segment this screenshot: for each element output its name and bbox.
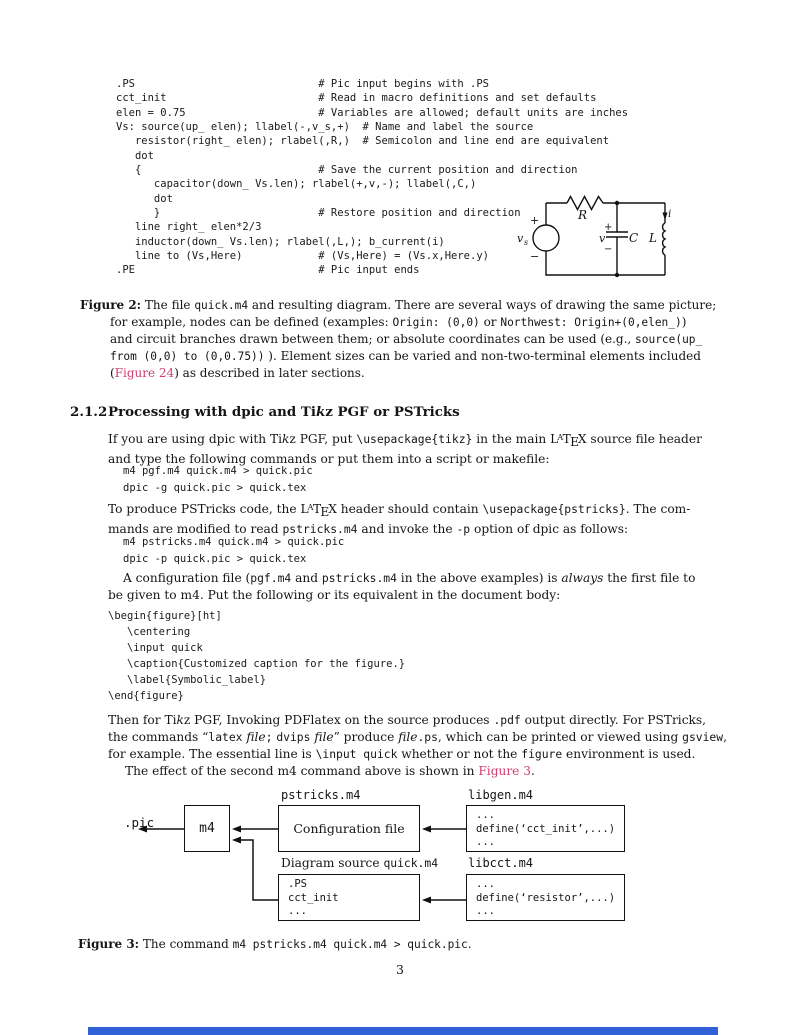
- libgen-title: libgen.m4: [468, 788, 534, 802]
- quick-source-box: [278, 874, 420, 921]
- diagram-source-title-text: Diagram source: [281, 856, 384, 870]
- text-segment: ) as described in later sections.: [174, 366, 365, 380]
- text-segment: for example, nodes can be defined (examples:: [110, 315, 393, 329]
- code-line: \caption{Customized caption for the figure.}: [108, 658, 406, 670]
- code-line: \centering: [108, 626, 191, 638]
- text-segment: ;: [265, 730, 273, 744]
- code-line: cct_init # Read in macro definitions and set defaults: [116, 92, 597, 105]
- text-segment: The file: [141, 298, 195, 312]
- text-segment: Northwest: Origin+(0,elen_): [500, 316, 682, 329]
- text-segment: and circuit branches drawn between them; or absolute coordinates can be used (e.g.,: [110, 332, 636, 346]
- text-segment: .: [531, 764, 535, 778]
- latex-logo: [300, 502, 337, 519]
- code-line: dpic -g quick.pic > quick.tex: [123, 482, 307, 494]
- text-segment: and invoke the: [357, 521, 457, 536]
- caption-line: [78, 936, 472, 953]
- code-line: ...: [288, 905, 307, 917]
- paragraph: [108, 712, 727, 780]
- paragraph: [108, 570, 695, 604]
- code-line: dot: [116, 149, 154, 162]
- code-line: dot: [116, 192, 173, 205]
- section-number: 2.1.2: [70, 404, 108, 420]
- text-segment: If you are using dpic with Ti: [108, 432, 283, 447]
- code-line: .PS # Pic input begins with .PS: [116, 78, 489, 90]
- libcct-content: [467, 875, 624, 919]
- section-heading: [70, 404, 460, 420]
- m4-box-label: m4: [199, 821, 215, 836]
- code-line: \end{figure}: [108, 690, 184, 702]
- inductor-label: L: [649, 231, 657, 245]
- paragraph: [108, 499, 690, 538]
- configuration-file-box: [278, 805, 420, 852]
- cap-v-label: v: [599, 232, 606, 245]
- paragraph: [108, 429, 702, 468]
- latex-logo: [550, 432, 587, 449]
- cross-reference-link[interactable]: Figure 24: [114, 366, 175, 380]
- body-line: [108, 587, 695, 604]
- text-segment: in the above examples) is: [396, 571, 562, 585]
- m4-box: [184, 805, 230, 852]
- code-line: line right_ elen*2/3: [116, 221, 262, 234]
- code-line: ...: [476, 836, 495, 848]
- code-line: elen = 0.75 # Variables are allowed; default units are inches: [116, 106, 629, 119]
- body-line: [108, 763, 727, 780]
- text-segment: file: [246, 730, 266, 744]
- pstricks-commands-listing: [123, 534, 344, 568]
- text-segment: . The com-: [625, 502, 691, 517]
- latex-logo-letter: E: [320, 504, 330, 519]
- text-segment: .pdf: [493, 713, 521, 727]
- latex-logo-letter: A: [307, 502, 314, 512]
- text-segment: option of dpic as follows:: [470, 521, 629, 536]
- current-label: i: [668, 208, 672, 220]
- caption-line: [110, 314, 716, 331]
- code-line: \label{Symbolic_label}: [108, 674, 267, 686]
- section-title: [108, 404, 460, 420]
- text-segment: pgf.m4: [250, 571, 292, 585]
- figure-environment-listing: [108, 608, 405, 704]
- code-line: define(‘cct_init’,...): [476, 822, 616, 835]
- body-line: [108, 746, 727, 763]
- text-segment: The effect of the second m4 command above is shown in: [125, 764, 479, 778]
- text-segment: z PGF, Invoking PDFlatex on the source produces: [183, 713, 494, 727]
- latex-logo-letter: T: [312, 502, 322, 517]
- text-segment: m4 pstricks.m4 quick.m4 > quick.pic: [232, 938, 468, 951]
- code-line: ...: [476, 878, 495, 890]
- text-segment: dvips: [276, 730, 311, 744]
- text-segment: k: [282, 432, 290, 447]
- text-segment: quick.m4: [194, 299, 249, 312]
- libcct-box: [466, 874, 625, 921]
- text-segment: Then for Ti: [108, 713, 177, 727]
- text-segment: .: [467, 937, 472, 951]
- libgen-to-config-arrowhead: [422, 826, 431, 833]
- figure3-diagram: [100, 785, 660, 935]
- libgen-box: [466, 805, 625, 852]
- code-line: resistor(right_ elen); rlabel(,R,) # Semicolon and line end are equivalent: [116, 135, 610, 148]
- text-segment: latex: [208, 730, 243, 744]
- text-segment: The command: [139, 937, 233, 951]
- node-dot-bottom: [615, 273, 619, 277]
- text-segment: k: [315, 404, 326, 420]
- text-segment: file: [398, 730, 418, 744]
- text-segment: from (0,0) to (0,0.75)): [110, 350, 265, 363]
- cap-minus-label: −: [604, 244, 613, 255]
- pgf-commands-listing: [123, 463, 313, 497]
- libcct-to-quick-arrowhead: [422, 897, 431, 904]
- body-line: [108, 429, 702, 451]
- text-segment: (: [110, 366, 115, 380]
- inductor-symbol: [663, 223, 665, 255]
- text-segment: output directly. For PSTricks,: [520, 713, 707, 727]
- text-segment: z PGF or PSTricks: [325, 404, 460, 420]
- pstricks-file-title: pstricks.m4: [281, 788, 361, 802]
- text-segment: Figure 2:: [80, 298, 142, 312]
- page-number: 3: [396, 962, 404, 977]
- latex-logo-letter: T: [562, 432, 571, 447]
- text-segment: and resulting diagram. There are several ways of drawing the same picture;: [248, 298, 717, 312]
- code-line: { # Save the current position and direction: [116, 164, 578, 177]
- text-segment: whether or not the: [397, 747, 522, 761]
- vs-label: v: [517, 232, 524, 245]
- figure3-caption: [78, 936, 472, 953]
- source-minus-label: −: [530, 250, 540, 263]
- text-segment: file: [314, 730, 334, 744]
- code-line: \begin{figure}[ht]: [108, 610, 222, 622]
- caption-line: [110, 331, 716, 348]
- text-segment: header should contain: [336, 502, 483, 517]
- text-segment: z PGF, put: [289, 432, 357, 447]
- text-segment: To produce PSTricks code, the: [108, 502, 301, 517]
- text-segment: pstricks.m4: [321, 571, 397, 585]
- code-line: m4 pgf.m4 quick.m4 > quick.pic: [123, 465, 313, 477]
- current-arrowhead: [662, 213, 667, 221]
- text-segment: and: [291, 571, 322, 585]
- code-line: cct_init: [288, 891, 339, 904]
- text-segment: Figure 3:: [78, 937, 140, 951]
- text-segment: gsview: [682, 730, 724, 744]
- text-segment: -p: [456, 521, 471, 536]
- code-line: dpic -p quick.pic > quick.tex: [123, 553, 307, 565]
- text-segment: source file header: [586, 432, 702, 447]
- text-segment: A configuration file (: [123, 571, 251, 585]
- configuration-file-label: Configuration file: [293, 821, 405, 836]
- code-line: Vs: source(up_ elen); llabel(-,v_s,+) # Name and label the source: [116, 121, 534, 134]
- text-segment: for example. The essential line is: [108, 747, 316, 761]
- code-line: capacitor(down_ Vs.len); rlabel(+,v,-); llabel(,C,): [116, 178, 477, 191]
- text-segment: pstricks.m4: [282, 521, 358, 536]
- latex-logo-letter: E: [570, 434, 579, 449]
- text-segment: ): [681, 315, 687, 329]
- figure2-caption: [80, 297, 716, 382]
- capacitor-label: C: [629, 231, 639, 245]
- diagram-source-title: [281, 856, 438, 870]
- circuit-diagram: [515, 193, 685, 288]
- text-segment: ” produce: [333, 730, 399, 744]
- text-segment: the commands “: [108, 730, 209, 744]
- config-to-m4-arrowhead: [232, 826, 241, 833]
- code-line: ...: [476, 809, 495, 821]
- bottom-highlight-bar: [88, 1027, 718, 1035]
- body-line: [108, 499, 690, 521]
- text-segment: source(up_: [635, 333, 703, 346]
- latex-logo-letter: L: [300, 502, 309, 517]
- libcct-title: libcct.m4: [468, 856, 534, 870]
- quick-source-content: [279, 875, 419, 919]
- text-segment: \usepackage{tikz}: [356, 432, 473, 447]
- cap-plus-label: +: [604, 222, 613, 233]
- libgen-content: [467, 806, 624, 850]
- code-line: m4 pstricks.m4 quick.m4 > quick.pic: [123, 536, 345, 548]
- caption-line: [110, 348, 716, 365]
- code-line: ...: [476, 905, 495, 917]
- text-segment: \usepackage{pstricks}: [482, 502, 626, 517]
- text-segment: mands are modified to read: [108, 521, 283, 536]
- code-line: \input quick: [108, 642, 203, 654]
- body-line: [108, 712, 727, 729]
- code-line: .PS: [288, 878, 307, 890]
- pic-output-label: .pic: [124, 815, 155, 830]
- code-line: line to (Vs,Here) # (Vs,Here) = (Vs.x,Here.y): [116, 250, 489, 263]
- text-segment: Origin: (0,0): [392, 316, 480, 329]
- text-segment: and type the following commands or put them into a script or makefile:: [108, 451, 550, 466]
- text-segment: Processing with dpic and Ti: [108, 404, 316, 420]
- text-segment: environment is used.: [562, 747, 696, 761]
- body-line: [108, 570, 695, 587]
- code-line: inductor(down_ Vs.len); rlabel(,L,); b_current(i): [116, 235, 445, 248]
- caption-line: [80, 297, 716, 314]
- text-segment: \input quick: [315, 747, 398, 761]
- code-line: } # Restore position and direction: [116, 207, 521, 220]
- vs-sub-label: s: [524, 238, 529, 247]
- code-line: .PE # Pic input ends: [116, 264, 420, 277]
- text-segment: .ps: [417, 730, 438, 744]
- text-segment: ). Element sizes can be varied and non-two-terminal elements included: [264, 349, 701, 363]
- text-segment: k: [176, 713, 184, 727]
- text-segment: or: [479, 315, 501, 329]
- code-line: define(‘resistor’,...): [476, 891, 616, 904]
- text-segment: , which can be printed or viewed using: [437, 730, 683, 744]
- text-segment: always: [561, 571, 604, 585]
- text-segment: the first file to: [603, 571, 696, 585]
- latex-logo-letter: X: [577, 432, 587, 447]
- latex-logo-letter: X: [328, 502, 337, 517]
- node-dot-top: [615, 201, 619, 205]
- text-segment: ,: [723, 730, 727, 744]
- quick-to-m4-arrowhead: [232, 837, 241, 844]
- latex-logo-letter: L: [550, 432, 559, 447]
- resistor-label: R: [578, 208, 588, 222]
- voltage-source-symbol: [533, 225, 559, 251]
- text-segment: figure: [521, 747, 563, 761]
- text-segment: in the main: [472, 432, 551, 447]
- source-plus-label: +: [530, 214, 540, 227]
- cross-reference-link[interactable]: Figure 3: [478, 764, 532, 778]
- diagram-source-title-filename: quick.m4: [383, 856, 439, 870]
- body-line: [108, 729, 727, 746]
- text-segment: be given to m4. Put the following or its equivalent in the document body:: [108, 588, 561, 602]
- latex-logo-letter: A: [557, 432, 564, 442]
- caption-line: [110, 365, 716, 382]
